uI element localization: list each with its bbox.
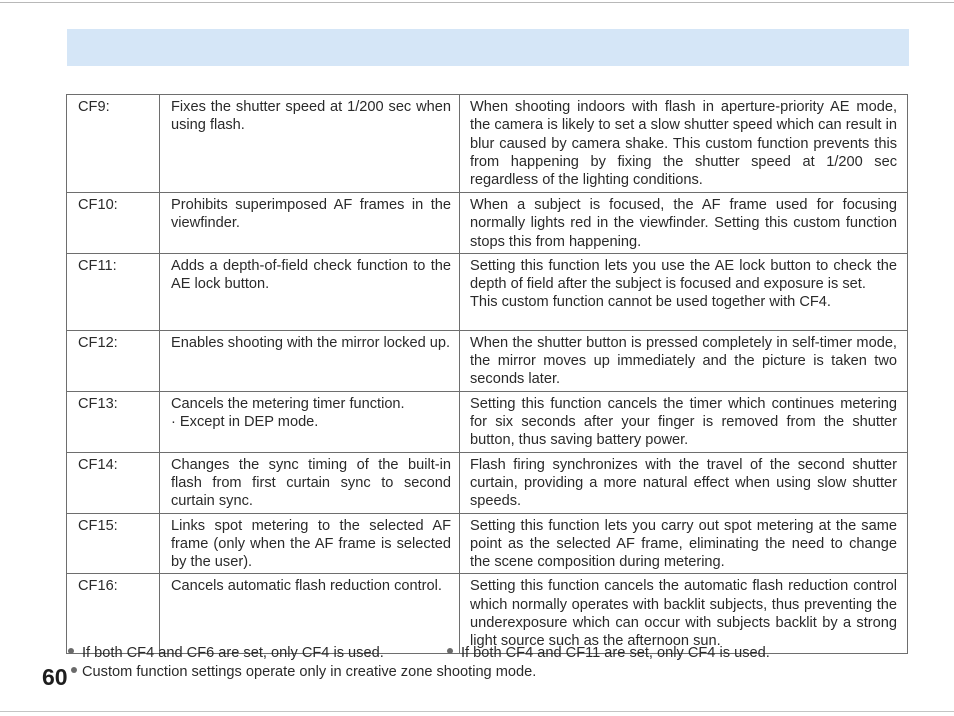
cf-description: Setting this function lets you use the AE lock button to check the depth of field after the subject is focused and exposure is set. xyxy=(470,257,897,293)
cf-code: CF12: xyxy=(67,330,160,391)
cf-code: CF15: xyxy=(67,513,160,574)
cf-description: Setting this function lets you carry out spot metering at the same point as the selected AF frame, eliminating the need to change the scene composition during metering. xyxy=(460,513,908,574)
cf-function: Adds a depth-of-field check function to the AE lock button. xyxy=(160,253,460,330)
cf-code: CF13: xyxy=(67,391,160,452)
cf-code: CF16: xyxy=(67,574,160,653)
cf-note: This custom function cannot be used together with CF4. xyxy=(470,294,831,311)
footnote-text: If both CF4 and CF11 are set, only CF4 is used. xyxy=(461,645,770,661)
table-row xyxy=(67,193,908,254)
cf-code: CF14: xyxy=(67,452,160,513)
bullet-icon xyxy=(68,648,74,654)
table-row xyxy=(67,253,908,330)
table-row xyxy=(67,574,908,653)
cf-description: Flash firing synchronizes with the travel of the second shutter curtain, providing a more natural effect when using slow shutter speeds. xyxy=(460,452,908,513)
cf-function: Cancels automatic flash reduction control. xyxy=(160,574,460,653)
cf-function: Fixes the shutter speed at 1/200 sec when using flash. xyxy=(160,95,460,193)
bullet-icon xyxy=(447,648,453,654)
footnote xyxy=(447,644,770,662)
footnote-text: If both CF4 and CF6 are set, only CF4 is used. xyxy=(82,645,384,661)
page-number: 60 xyxy=(42,664,68,690)
top-rule xyxy=(0,2,954,3)
cf-description: When shooting indoors with flash in aperture-priority AE mode, the camera is likely to set a slow shutter speed which can result in blur caused by camera shake. This custom function prevents this from happening by fixing the shutter speed at 1/200 sec regardless of the lighting conditions. xyxy=(460,95,908,193)
cf-code: CF11: xyxy=(67,253,160,330)
header-band xyxy=(67,29,909,66)
footnote-text: Custom function settings operate only in creative zone shooting mode. xyxy=(82,664,537,680)
table-row xyxy=(67,391,908,452)
cf-code: CF9: xyxy=(67,95,160,193)
cf-description-cell xyxy=(460,253,908,330)
cf-function: Prohibits superimposed AF frames in the viewfinder. xyxy=(160,193,460,254)
cf-function: Links spot metering to the selected AF frame (only when the AF frame is selected by the user). xyxy=(160,513,460,574)
cf-function-cell xyxy=(160,391,460,452)
cf-function: Cancels the metering timer function. xyxy=(171,395,405,412)
cf-code: CF10: xyxy=(67,193,160,254)
bottom-rule xyxy=(0,711,954,712)
cf-description: Setting this function cancels the timer which continues metering for six seconds after your finger is removed from the shutter button, thus saving battery power. xyxy=(460,391,908,452)
table-row xyxy=(67,513,908,574)
custom-function-table xyxy=(66,94,908,654)
cf-description: Setting this function cancels the automatic flash reduction control which normally operates with backlit subjects, thus preventing the underexposure which can occur with subjects backlit by a strong light source such as the afternoon sun. xyxy=(460,574,908,653)
cf-function-sub: · Except in DEP mode. xyxy=(171,414,319,431)
table-row xyxy=(67,330,908,391)
footnote xyxy=(68,644,384,662)
cf-function: Changes the sync timing of the built-in flash from first curtain sync to second curtain sync. xyxy=(160,452,460,513)
footnote xyxy=(68,663,536,681)
bullet-icon xyxy=(71,667,77,673)
table-row xyxy=(67,95,908,193)
cf-description: When the shutter button is pressed completely in self-timer mode, the mirror moves up immediately and the picture is taken two seconds later. xyxy=(460,330,908,391)
table-row xyxy=(67,452,908,513)
cf-function: Enables shooting with the mirror locked up. xyxy=(160,330,460,391)
cf-description: When a subject is focused, the AF frame used for focusing normally lights red in the viewfinder. Setting this custom function stops this from happening. xyxy=(460,193,908,254)
